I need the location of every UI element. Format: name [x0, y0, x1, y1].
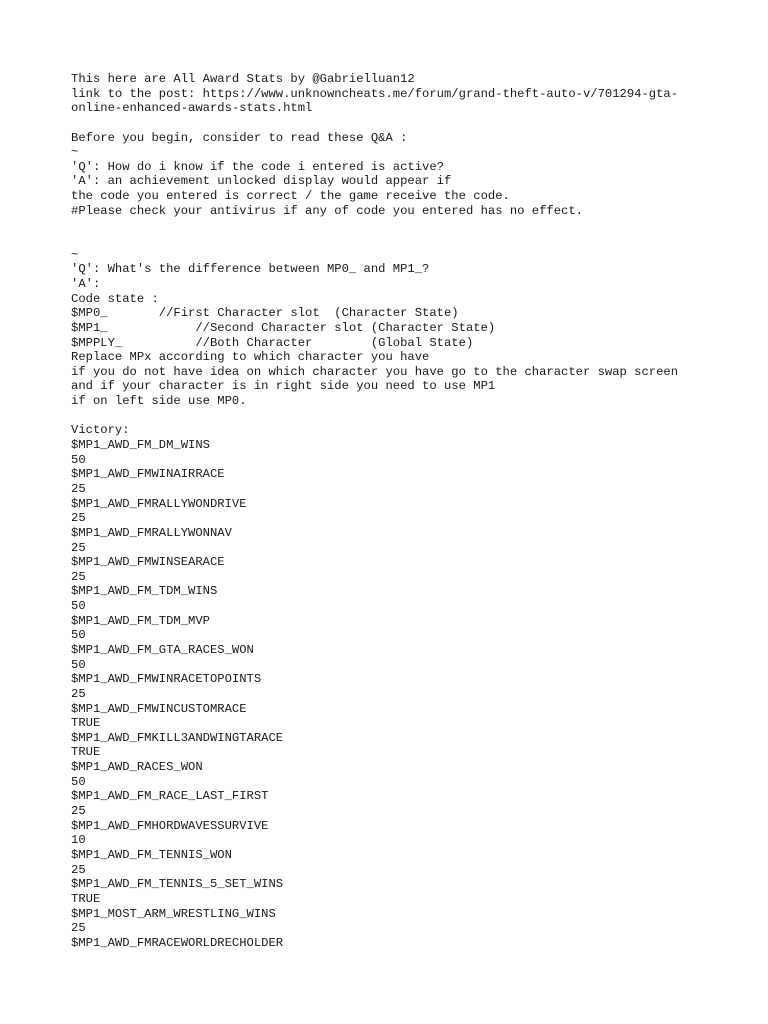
text-line: 50	[71, 599, 86, 614]
text-line: 50	[71, 774, 86, 789]
text-line: 25	[71, 804, 86, 819]
text-line: if you do not have idea on which character you have go to the character swap screen	[71, 364, 679, 379]
text-line: 25	[71, 686, 86, 701]
text-line: 25	[71, 540, 86, 555]
text-line: Victory:	[71, 423, 130, 438]
text-line	[71, 218, 761, 233]
text-line: and if your character is in right side you need to use MP1	[71, 379, 496, 394]
text-line: $MPPLY_ //Both Character (Global State)	[71, 335, 474, 350]
text-line: $MP1_AWD_FMHORDWAVESSURVIVE	[71, 818, 269, 833]
text-line: ~	[71, 145, 79, 160]
text-line: 10	[71, 833, 86, 848]
text-line: 25	[71, 481, 86, 496]
text-line: $MP1_AWD_FMRACEWORLDRECHOLDER	[71, 935, 284, 950]
text-line: online-enhanced-awards-stats.html	[71, 101, 313, 116]
text-line: $MP1_AWD_FMRALLYWONNAV	[71, 525, 232, 540]
text-line: TRUE	[71, 891, 101, 906]
text-line: $MP1_AWD_FM_TENNIS_5_SET_WINS	[71, 877, 284, 892]
text-line: $MP1_AWD_FMWINAIRRACE	[71, 467, 225, 482]
text-line: $MP1_AWD_FM_TDM_MVP	[71, 613, 210, 628]
text-line: Before you begin, consider to read these Q&A :	[71, 130, 408, 145]
text-line: 25	[71, 511, 86, 526]
text-line: This here are All Award Stats by @Gabrielluan12	[71, 72, 415, 86]
text-line: link to the post: https://www.unknowncheats.me/forum/grand-theft-auto-v/701294-gta-	[71, 86, 679, 101]
text-line: 'Q': What's the difference between MP0_ and MP1_?	[71, 262, 430, 277]
text-line: $MP1_AWD_FM_DM_WINS	[71, 438, 210, 453]
text-line: $MP0_ //First Character slot (Character State)	[71, 306, 459, 321]
text-line: $MP1_MOST_ARM_WRESTLING_WINS	[71, 906, 276, 921]
text-line: the code you entered is correct / the game receive the code.	[71, 189, 510, 204]
text-line: 'A':	[71, 276, 101, 291]
text-line: $MP1_AWD_FM_GTA_RACES_WON	[71, 642, 254, 657]
text-line: 'A': an achievement unlocked display would appear if	[71, 174, 452, 189]
text-line: Replace MPx according to which character you have	[71, 350, 430, 365]
text-line: $MP1_AWD_FMRALLYWONDRIVE	[71, 496, 247, 511]
text-line: #Please check your antivirus if any of code you entered has no effect.	[71, 203, 583, 218]
text-line: 50	[71, 452, 86, 467]
text-line: if on left side use MP0.	[71, 394, 247, 409]
text-line	[71, 116, 761, 131]
text-line: $MP1_AWD_FMWINRACETOPOINTS	[71, 672, 262, 687]
text-line: 25	[71, 569, 86, 584]
text-line: $MP1_AWD_FMWINCUSTOMRACE	[71, 701, 247, 716]
text-line: $MP1_AWD_RACES_WON	[71, 760, 203, 775]
text-line: 25	[71, 921, 86, 936]
text-line: $MP1_AWD_FM_RACE_LAST_FIRST	[71, 789, 269, 804]
text-line: TRUE	[71, 716, 101, 731]
text-line: 'Q': How do i know if the code i entered is active?	[71, 159, 444, 174]
text-line: TRUE	[71, 745, 101, 760]
text-line: Code state :	[71, 291, 159, 306]
text-line: ~	[71, 247, 79, 262]
text-line: $MP1_AWD_FMKILL3ANDWINGTARACE	[71, 730, 284, 745]
text-line: 50	[71, 628, 86, 643]
text-line: $MP1_AWD_FM_TDM_WINS	[71, 584, 218, 599]
text-line: $MP1_AWD_FMWINSEARACE	[71, 555, 225, 570]
text-line: 50	[71, 657, 86, 672]
text-line: $MP1_AWD_FM_TENNIS_WON	[71, 847, 232, 862]
text-line: 25	[71, 862, 86, 877]
text-line: $MP1_ //Second Character slot (Character State)	[71, 320, 496, 335]
text-line	[71, 233, 761, 248]
text-line	[71, 409, 761, 424]
document-text	[71, 72, 761, 950]
